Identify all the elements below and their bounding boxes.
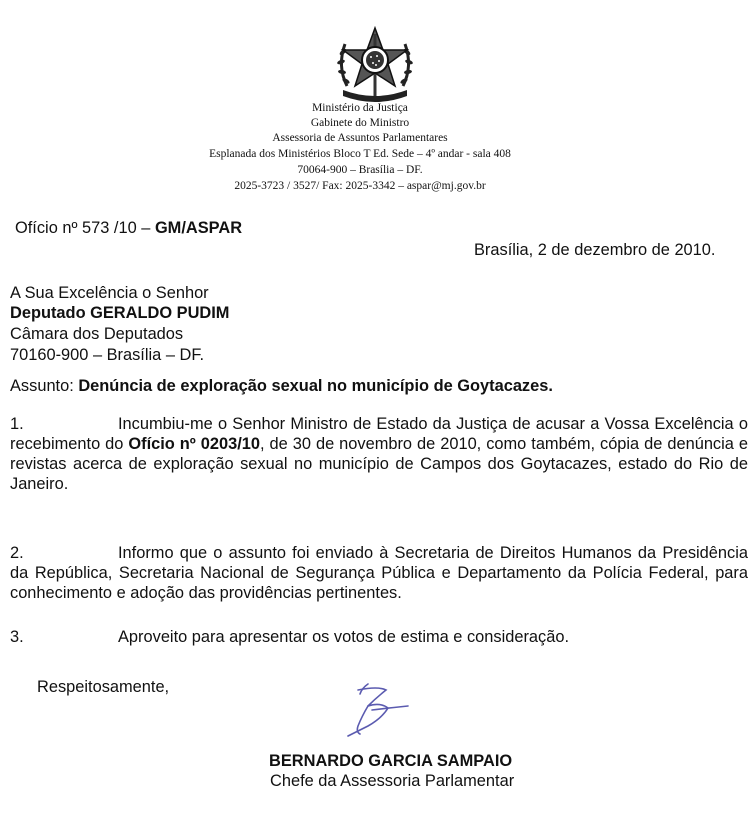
recipient-salutation: A Sua Excelência o Senhor xyxy=(10,284,209,302)
header-line-address: Esplanada dos Ministérios Bloco T Ed. Sede – 4º andar - sala 408 xyxy=(209,148,511,160)
paragraph-number: 3. xyxy=(10,628,24,646)
paragraph-bold-reference: Ofício nº 0203/10 xyxy=(128,435,261,453)
recipient-address: 70160-900 – Brasília – DF. xyxy=(10,346,205,364)
paragraph-text: Incumbiu-me o Senhor Ministro de Estado da Justiça de acusar a Vossa Excelência o recebimento do xyxy=(10,415,748,453)
closing: Respeitosamente, xyxy=(37,678,170,696)
paragraph-number: 2. xyxy=(10,544,24,562)
subject-line xyxy=(10,376,553,396)
header-line-ministry: Ministério da Justiça xyxy=(312,102,408,114)
reference-prefix: Ofício nº 573 /10 – xyxy=(15,219,155,237)
header-line-contact: 2025-3723 / 3527/ Fax: 2025-3342 – aspar@mj.gov.br xyxy=(234,180,486,192)
paragraph-text: Aproveito para apresentar os votos de estima e consideração. xyxy=(118,628,569,646)
reference-bold: GM/ASPAR xyxy=(154,219,243,237)
handwritten-signature xyxy=(338,680,418,740)
recipient-name: Deputado GERALDO PUDIM xyxy=(10,304,230,322)
header-line-office: Assessoria de Assuntos Parlamentares xyxy=(272,132,448,144)
signatory-name: BERNARDO GARCIA SAMPAIO xyxy=(269,752,513,770)
paragraph-text: , de 30 de novembro de 2010, como também, cópia de denúncia e revistas acerca de exploração sexual no município de Campos dos Goytacazes, estado do Rio de Janeiro. xyxy=(10,435,748,493)
paragraph-2 xyxy=(10,543,748,603)
paragraph-text: Informo que o assunto foi enviado à Secretaria de Direitos Humanos da Presidência da República, Secretaria Nacional de Segurança Pública e Departamento da Polícia Federal, para conhecimento e adoção das providências pertinentes. xyxy=(10,544,748,602)
recipient-institution: Câmara dos Deputados xyxy=(10,325,184,343)
paragraph-number: 1. xyxy=(10,415,24,433)
place-date: Brasília, 2 de dezembro de 2010. xyxy=(474,241,716,259)
brazil-coat-of-arms-icon xyxy=(333,26,417,104)
subject-text: Denúncia de exploração sexual no município de Goytacazes. xyxy=(78,377,553,395)
subject-label: Assunto: xyxy=(10,377,79,395)
signatory-title: Chefe da Assessoria Parlamentar xyxy=(270,772,515,790)
header-line-zip: 70064-900 – Brasília – DF. xyxy=(297,164,423,176)
paragraph-3 xyxy=(10,627,748,647)
header-line-cabinet: Gabinete do Ministro xyxy=(310,117,410,129)
document-reference xyxy=(15,218,242,238)
paragraph-1 xyxy=(10,414,748,494)
